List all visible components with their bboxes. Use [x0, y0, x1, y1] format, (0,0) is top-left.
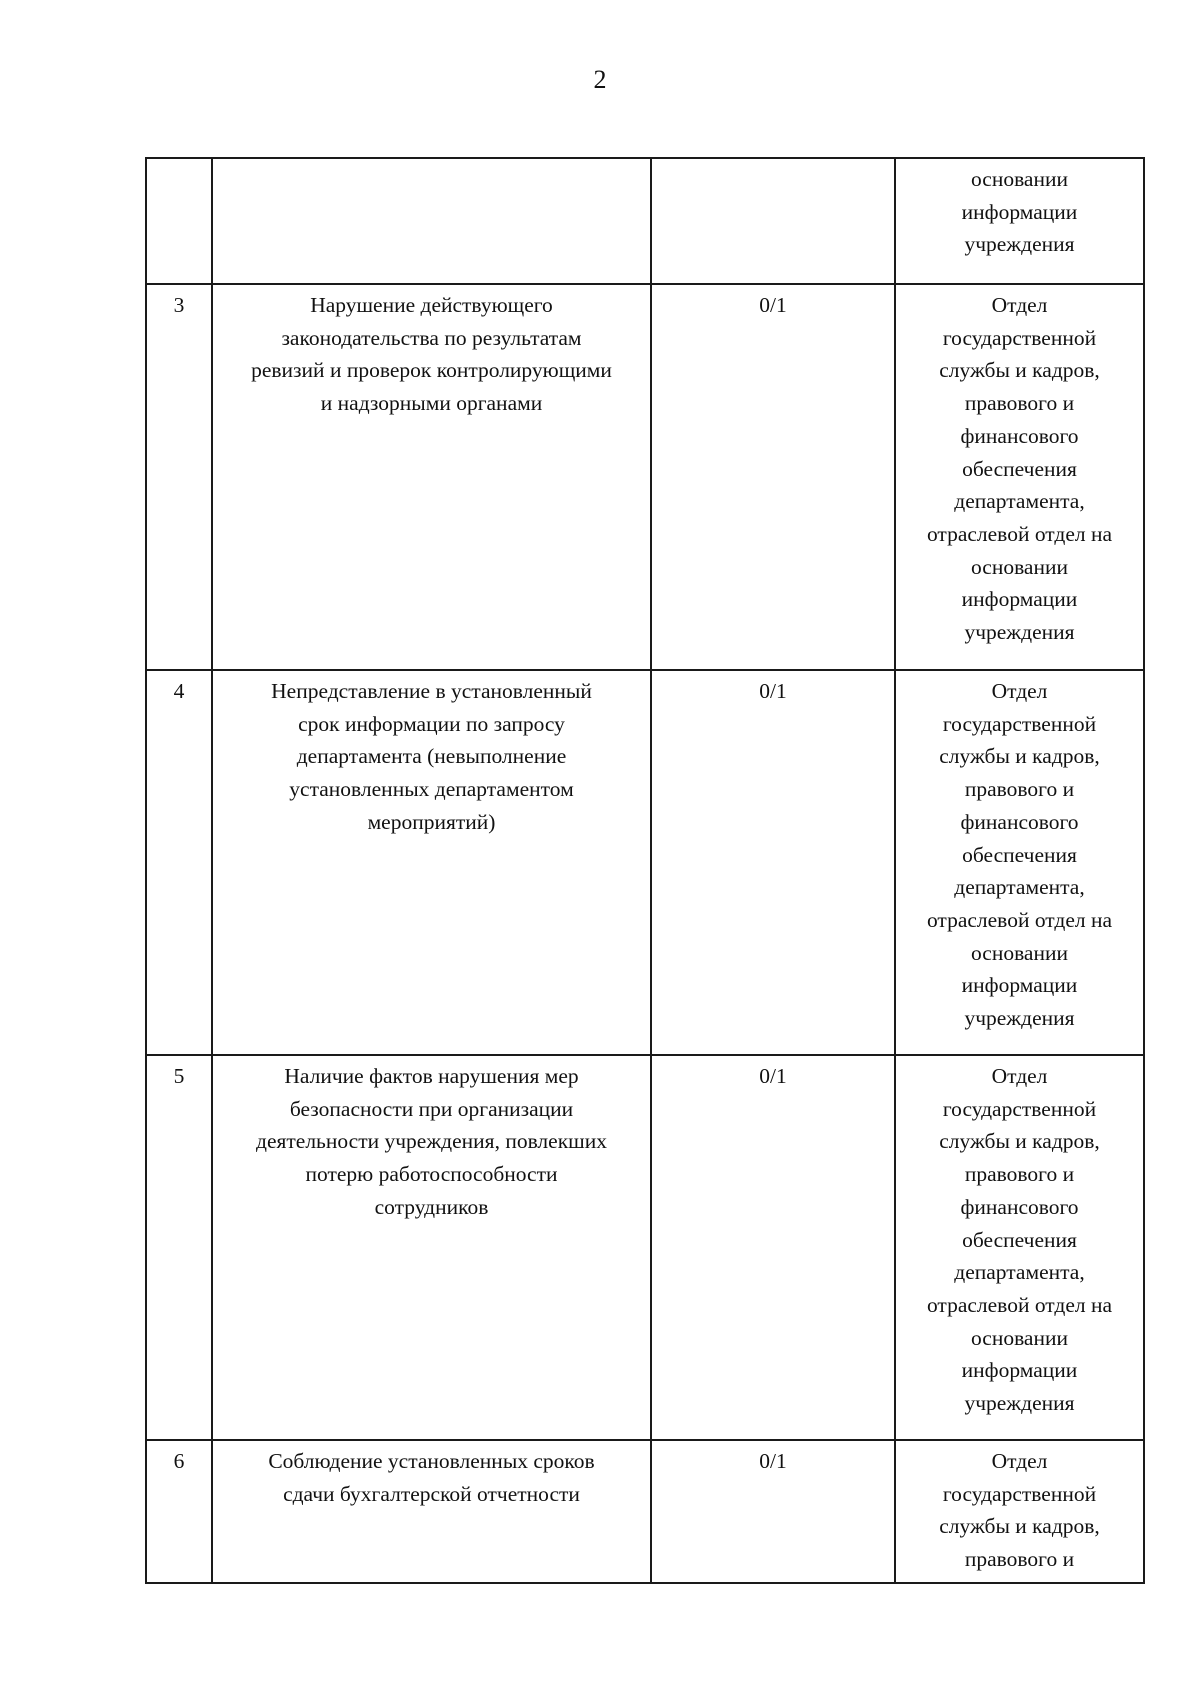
source-line: правового и — [964, 391, 1075, 416]
table-row — [146, 1055, 1144, 1440]
source-line: учреждения — [964, 1391, 1075, 1416]
criterion-line: Нарушение действующего — [310, 293, 553, 317]
source-line: государственной — [942, 711, 1097, 736]
criterion-line: потерю работоспособности — [305, 1162, 558, 1187]
source-line: обеспечения — [962, 456, 1077, 481]
source-line: информации — [961, 199, 1078, 224]
source-line: информации — [961, 1358, 1078, 1383]
criterion-cell — [212, 1055, 651, 1440]
source-line: Отдел — [991, 679, 1048, 703]
source-line: службы и кадров, — [939, 744, 1100, 769]
criterion-line: и надзорными органами — [320, 391, 543, 416]
criterion-line: Наличие фактов нарушения мер — [284, 1064, 579, 1088]
source-line: отраслевой отдел на — [926, 1292, 1113, 1317]
row-number-cell: 4 — [146, 670, 212, 1055]
criterion-line: ревизий и проверок контролирующими — [251, 358, 612, 383]
source-line: Отдел — [991, 1449, 1048, 1473]
source-line: правового и — [964, 1547, 1075, 1572]
source-line: информации — [961, 587, 1078, 612]
source-line: информации — [961, 973, 1078, 998]
criterion-line: деятельности учреждения, повлекших — [256, 1129, 607, 1154]
source-line: финансового — [960, 809, 1079, 834]
criterion-cell — [212, 670, 651, 1055]
score-cell: 0/1 — [651, 284, 895, 670]
criterion-line: сдачи бухгалтерской отчетности — [283, 1481, 580, 1506]
source-line: департамента, — [954, 1260, 1085, 1285]
criterion-line: Соблюдение установленных сроков — [268, 1449, 595, 1473]
source-cell — [895, 1055, 1144, 1440]
source-line: государственной — [942, 325, 1097, 350]
score-cell — [651, 158, 895, 284]
criterion-line: безопасности при организации — [289, 1096, 574, 1121]
source-line: государственной — [942, 1481, 1097, 1506]
score-cell: 0/1 — [651, 670, 895, 1055]
source-line: финансового — [960, 1194, 1079, 1219]
criterion-cell — [212, 158, 651, 284]
row-number-cell: 3 — [146, 284, 212, 670]
source-line: отраслевой отдел на — [926, 907, 1113, 932]
criterion-cell — [212, 1440, 651, 1583]
source-line: департамента, — [954, 875, 1085, 900]
criterion-line: законодательства по результатам — [281, 325, 582, 350]
source-cell — [895, 284, 1144, 670]
page-number: 2 — [593, 65, 607, 94]
source-line: учреждения — [964, 232, 1075, 257]
criterion-line: мероприятий) — [367, 809, 496, 834]
row-number-cell: 5 — [146, 1055, 212, 1440]
source-line: учреждения — [964, 620, 1075, 645]
source-line: отраслевой отдел на — [926, 521, 1113, 546]
source-line: службы и кадров, — [939, 358, 1100, 383]
source-line: учреждения — [964, 1006, 1075, 1031]
table-row — [146, 670, 1144, 1055]
source-line: финансового — [960, 423, 1079, 448]
source-line: основании — [970, 1325, 1068, 1350]
source-line: основании — [970, 554, 1068, 579]
source-line: правового и — [964, 1162, 1075, 1187]
score-cell: 0/1 — [651, 1055, 895, 1440]
row-number-cell: 6 — [146, 1440, 212, 1583]
source-line: основании — [970, 940, 1068, 965]
criterion-line: установленных департаментом — [289, 777, 574, 802]
criterion-line: Непредставление в установленный — [271, 679, 592, 703]
criterion-line: сотрудников — [374, 1194, 489, 1219]
criteria-table — [145, 157, 1145, 1584]
score-cell: 0/1 — [651, 1440, 895, 1583]
source-line: Отдел — [991, 293, 1048, 317]
source-cell — [895, 158, 1144, 284]
source-line: основании — [970, 167, 1068, 191]
source-line: обеспечения — [962, 842, 1077, 867]
source-cell — [895, 1440, 1144, 1583]
source-line: службы и кадров, — [939, 1129, 1100, 1154]
criterion-cell — [212, 284, 651, 670]
table-row — [146, 1440, 1144, 1583]
source-line: обеспечения — [962, 1227, 1077, 1252]
source-line: департамента, — [954, 489, 1085, 514]
criterion-line: департамента (невыполнение — [296, 744, 567, 769]
source-line: государственной — [942, 1096, 1097, 1121]
row-number-cell — [146, 158, 212, 284]
source-cell — [895, 670, 1144, 1055]
source-line: правового и — [964, 777, 1075, 802]
source-line: службы и кадров, — [939, 1514, 1100, 1539]
table-row-continuation — [146, 158, 1144, 284]
table-row — [146, 284, 1144, 670]
criterion-line: срок информации по запросу — [298, 711, 565, 736]
source-line: Отдел — [991, 1064, 1048, 1088]
